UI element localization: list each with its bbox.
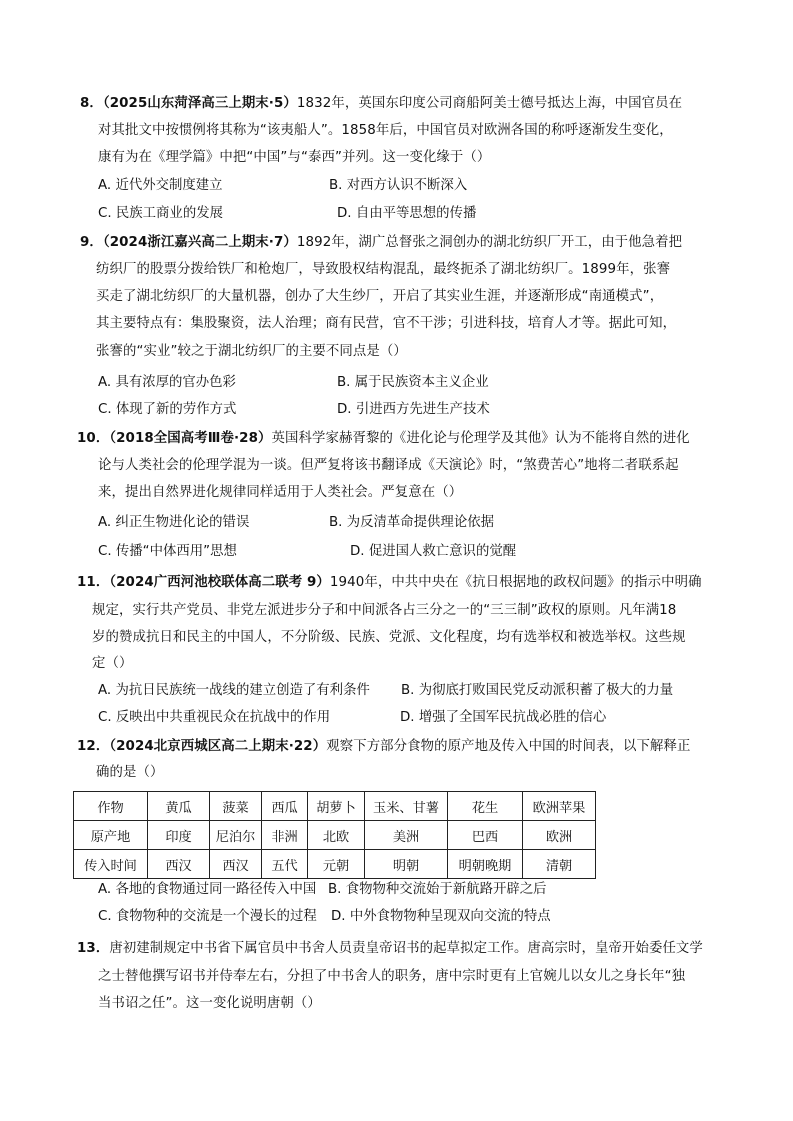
question-number: 8．	[80, 96, 103, 111]
question-text: 规定，实行共产党员、非党左派进步分子和中间派各占三分之一的“三三制”政权的原则。凡年满18	[92, 603, 677, 618]
option-d: D. 增强了全国军民抗战必胜的信心	[400, 710, 607, 725]
table-cell: 巴西	[448, 821, 523, 850]
table-row	[74, 821, 596, 850]
question-text: 论与人类社会的伦理学混为一谈。但严复将该书翻译成《天演论》时，“煞费苦心”地将二者联系起	[98, 458, 679, 473]
table-row	[74, 850, 596, 879]
option-d: D. 中外食物物种呈现双向交流的特点	[331, 909, 551, 924]
question-text: 纺织厂的股票分拨给铁厂和枪炮厂，导致股权结构混乱，最终扼杀了湖北纺织厂。1899年，张謇	[96, 262, 671, 277]
table-cell: 北欧	[308, 821, 365, 850]
option-a: A. 具有浓厚的官办色彩	[98, 375, 236, 390]
question-source: （2024浙江嘉兴高二上期末·7）	[102, 235, 297, 250]
question-8-line-1	[80, 94, 682, 114]
option-b: B. 属于民族资本主义企业	[337, 375, 489, 390]
question-text: 来，提出自然界进化规律同样适用于人类社会。严复意在（）	[98, 485, 463, 500]
option-d: D. 自由平等思想的传播	[337, 206, 477, 221]
table-cell: 尼泊尔	[210, 821, 262, 850]
table-cell: 非洲	[262, 821, 308, 850]
table-cell: 菠菜	[210, 792, 262, 821]
question-text: 之士替他撰写诏书并侍奉左右，分担了中书舍人的职务，唐中宗时更有上官婉儿以女儿之身长年“独	[98, 969, 686, 984]
option-c: C. 食物物种的交流是一个漫长的过程	[98, 909, 317, 924]
table-row	[74, 792, 596, 821]
question-text: 康有为在《理学篇》中把“中国”与“泰西”并列。这一变化缘于（）	[98, 150, 491, 165]
table-cell: 五代	[262, 850, 308, 879]
option-b: B. 对西方认识不断深入	[329, 178, 468, 193]
food-origin-table	[73, 791, 596, 879]
question-text: 唐初建制规定中书省下属官员中书舍人员责皇帝诏书的起草拟定工作。唐高宗时，皇帝开始委任文学	[109, 941, 703, 956]
option-c: C. 反映出中共重视民众在抗战中的作用	[98, 710, 331, 725]
table-cell: 欧洲苹果	[523, 792, 596, 821]
question-text: 英国科学家赫胥黎的《进化论与伦理学及其他》认为不能将自然的进化	[271, 431, 690, 446]
question-text: 对其批文中按惯例将其称为“该夷船人”。1858年后，中国官员对欧洲各国的称呼逐渐发生变化，	[98, 123, 673, 138]
question-text: 买走了湖北纺织厂的大量机器，创办了大生纱厂，开启了其实业生涯，并逐渐形成“南通模式”，	[96, 289, 664, 304]
table-cell: 明朝晚期	[448, 850, 523, 879]
table-cell: 元朝	[308, 850, 365, 879]
table-cell: 欧洲	[523, 821, 596, 850]
question-text: 1892年，湖广总督张之洞创办的湖北纺织厂开工，由于他急着把	[296, 235, 683, 250]
question-text: 1940年，中共中央在《抗日根据地的政权问题》的指示中明确	[329, 575, 702, 590]
table-cell: 花生	[448, 792, 523, 821]
table-cell: 黄瓜	[148, 792, 210, 821]
table-cell: 西瓜	[262, 792, 308, 821]
question-10-line-1	[77, 429, 690, 449]
question-number: 9．	[80, 235, 103, 250]
table-cell: 西汉	[148, 850, 210, 879]
question-text: 1832年，英国东印度公司商船阿美士德号抵达上海，中国官员在	[296, 96, 683, 111]
table-cell: 作物	[74, 792, 148, 821]
option-a: A. 近代外交制度建立	[98, 178, 223, 193]
question-number: 12．	[77, 739, 110, 754]
question-text: 定（）	[92, 656, 133, 671]
table-cell: 传入时间	[74, 850, 148, 879]
option-a: A. 为抗日民族统一战线的建立创造了有利条件	[98, 683, 370, 698]
option-d: D. 引进西方先进生产技术	[337, 402, 490, 417]
question-number: 13．	[77, 941, 110, 956]
table-cell: 美洲	[365, 821, 448, 850]
option-c: C. 体现了新的劳作方式	[98, 402, 237, 417]
question-number: 10．	[77, 431, 110, 446]
option-a: A. 各地的食物通过同一路径传入中国	[98, 882, 317, 897]
table-cell: 原产地	[74, 821, 148, 850]
question-text: 观察下方部分食物的原产地及传入中国的时间表，以下解释正	[326, 739, 691, 754]
option-b: B. 食物物种交流始于新航路开辟之后	[328, 882, 547, 897]
question-source: （2025山东菏泽高三上期末·5）	[102, 96, 297, 111]
table-cell: 明朝	[365, 850, 448, 879]
question-source: （2018全国高考Ⅲ卷·28）	[109, 431, 272, 446]
question-source: （2024广西河池校联体高二联考 9）	[109, 575, 330, 590]
question-11-line-1	[77, 573, 702, 593]
question-text: 确的是（）	[96, 765, 164, 780]
option-c: C. 民族工商业的发展	[98, 206, 223, 221]
question-text: 当书诏之任”。这一变化说明唐朝（）	[98, 996, 321, 1011]
table-cell: 玉米、甘薯	[365, 792, 448, 821]
option-c: C. 传播“中体西用”思想	[98, 544, 237, 559]
option-b: B. 为彻底打败国民党反动派积蓄了极大的力量	[401, 683, 674, 698]
question-text: 岁的赞成抗日和民主的中国人，不分阶级、民族、党派、文化程度，均有选举权和被选举权。这些规	[92, 630, 686, 645]
option-b: B. 为反清革命提供理论依据	[329, 515, 494, 530]
question-source: （2024北京西城区高二上期末·22）	[109, 739, 327, 754]
table-cell: 印度	[148, 821, 210, 850]
table-cell: 胡萝卜	[308, 792, 365, 821]
option-a: A. 纠正生物进化论的错误	[98, 515, 250, 530]
question-text: 其主要特点有：集股聚资，法人治理；商有民营，官不干涉；引进科技，培育人才等。据此可知，	[96, 316, 677, 331]
table-cell: 清朝	[523, 850, 596, 879]
question-9-line-1	[80, 233, 682, 253]
table-cell: 西汉	[210, 850, 262, 879]
question-13-line-1	[77, 939, 703, 959]
question-text: 张謇的“实业”较之于湖北纺织厂的主要不同点是（）	[96, 344, 407, 359]
option-d: D. 促进国人救亡意识的觉醒	[350, 544, 517, 559]
question-number: 11．	[77, 575, 110, 590]
question-12-line-1	[77, 737, 690, 757]
